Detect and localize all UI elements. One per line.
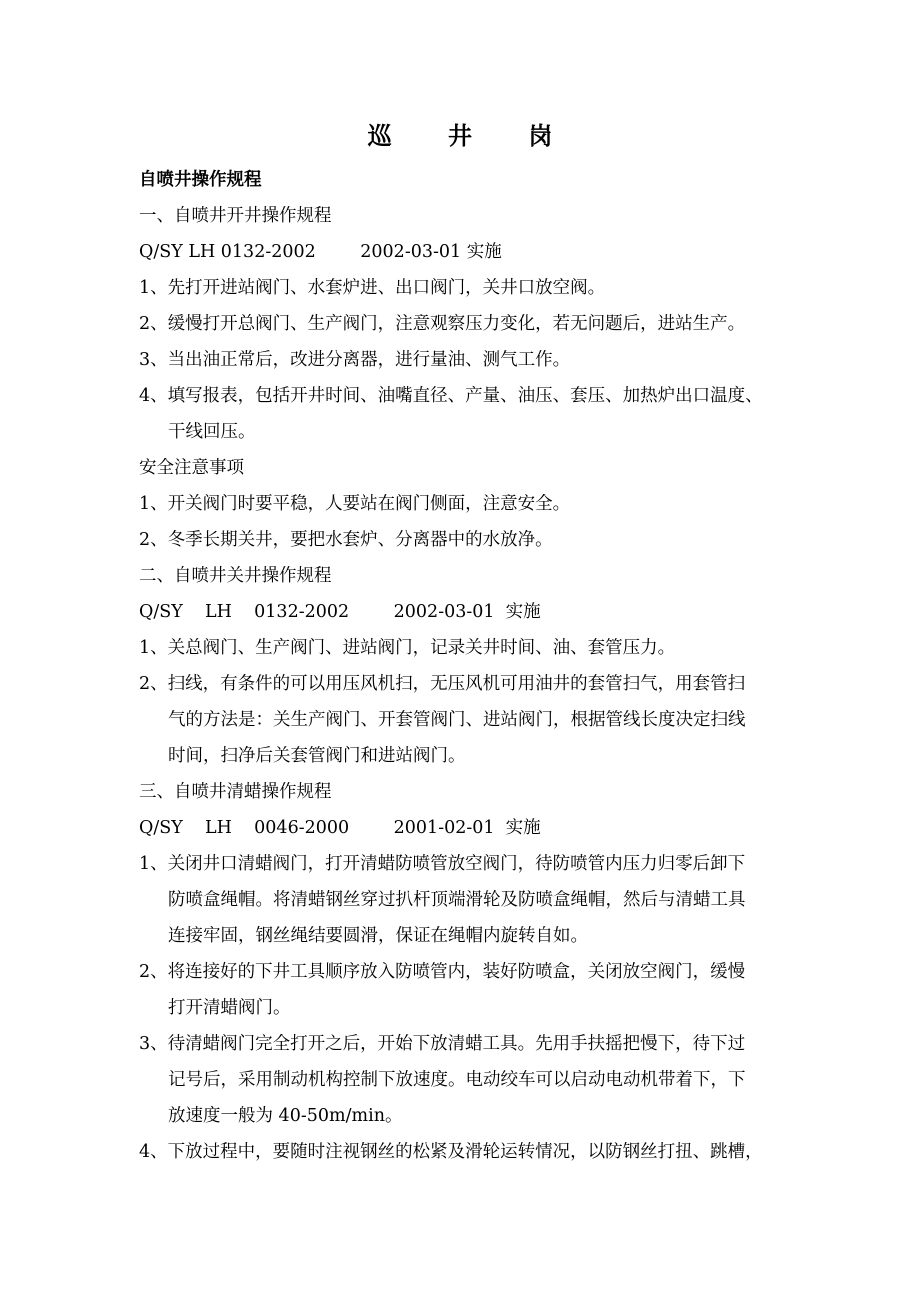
procedure-step-continuation: 记号后，采用制动机构控制下放速度。电动绞车可以启动电动机带着下，下	[168, 1070, 746, 1090]
procedure-step: 4、填写报表，包括开井时间、油嘴直径、产量、油压、套压、加热炉出口温度、	[139, 386, 763, 406]
safety-heading: 安全注意事项	[139, 458, 244, 478]
subsection-heading: 二、自喷井关井操作规程	[139, 566, 332, 586]
procedure-step: 2、缓慢打开总阀门、生产阀门，注意观察压力变化，若无问题后，进站生产。	[139, 314, 746, 334]
standard-reference: Q/SY LH 0132-2002 2002-03-01 实施	[139, 242, 502, 262]
procedure-step-continuation: 打开清蜡阀门。	[168, 998, 291, 1018]
subsection-heading: 一、自喷井开井操作规程	[139, 206, 332, 226]
procedure-step-continuation: 干线回压。	[168, 422, 256, 442]
subsection-heading: 三、自喷井清蜡操作规程	[139, 782, 332, 802]
standard-reference: Q/SY LH 0132-2002 2002-03-01 实施	[139, 602, 541, 622]
procedure-step: 1、关闭井口清蜡阀门，打开清蜡防喷管放空阀门，待防喷管内压力归零后卸下	[139, 854, 746, 874]
document-body	[139, 162, 784, 1170]
page-title: 巡 井 岗	[367, 122, 577, 150]
procedure-step-continuation: 防喷盒绳帽。将清蜡钢丝穿过扒杆顶端滑轮及防喷盒绳帽，然后与清蜡工具	[168, 890, 746, 910]
procedure-step: 4、下放过程中，要随时注视钢丝的松紧及滑轮运转情况，以防钢丝打扭、跳槽，	[139, 1142, 763, 1162]
procedure-step: 2、将连接好的下井工具顺序放入防喷管内，装好防喷盒，关闭放空阀门，缓慢	[139, 962, 746, 982]
procedure-step: 3、待清蜡阀门完全打开之后，开始下放清蜡工具。先用手扶摇把慢下，待下过	[139, 1034, 746, 1054]
standard-reference: Q/SY LH 0046-2000 2001-02-01 实施	[139, 818, 541, 838]
procedure-step: 1、关总阀门、生产阀门、进站阀门，记录关井时间、油、套管压力。	[139, 638, 676, 658]
procedure-step: 3、当出油正常后，改进分离器，进行量油、测气工作。	[139, 350, 571, 370]
procedure-step: 1、先打开进站阀门、水套炉进、出口阀门，关井口放空阀。	[139, 278, 606, 298]
procedure-step-continuation: 放速度一般为 40-50m/min。	[168, 1106, 403, 1126]
safety-item: 1、开关阀门时要平稳，人要站在阀门侧面，注意安全。	[139, 494, 571, 514]
procedure-step-continuation: 时间，扫净后关套管阀门和进站阀门。	[168, 746, 466, 766]
procedure-step-continuation: 气的方法是：关生产阀门、开套管阀门、进站阀门，根据管线长度决定扫线	[168, 710, 746, 730]
procedure-step: 2、扫线，有条件的可以用压风机扫，无压风机可用油井的套管扫气，用套管扫	[139, 674, 746, 694]
section-heading: 自喷井操作规程	[139, 170, 262, 190]
procedure-step-continuation: 连接牢固，钢丝绳结要圆滑，保证在绳帽内旋转自如。	[168, 926, 588, 946]
safety-item: 2、冬季长期关井，要把水套炉、分离器中的水放净。	[139, 530, 553, 550]
